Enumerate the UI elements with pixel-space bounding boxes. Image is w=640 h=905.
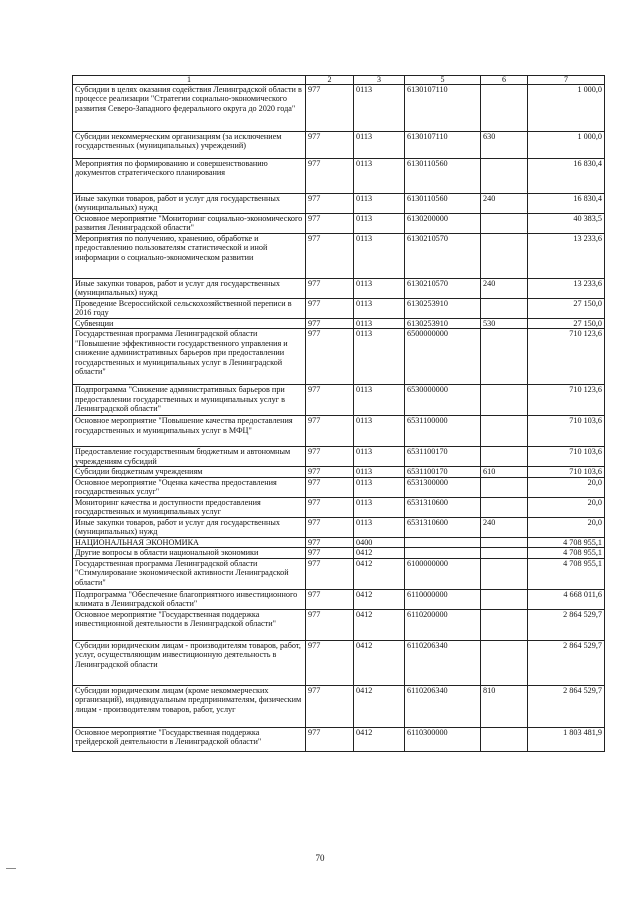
- row-vr: 240: [481, 517, 528, 537]
- row-vr: [481, 416, 528, 447]
- row-csr: 6531300000: [405, 477, 481, 497]
- row-vr: [481, 385, 528, 416]
- table-row: [73, 329, 605, 385]
- row-amount: 4 668 011,6: [528, 589, 605, 609]
- table-row: [73, 589, 605, 609]
- row-name: Основное мероприятие "Мониторинг социально-экономического развития Ленинградской области": [73, 214, 306, 234]
- row-vr: 810: [481, 685, 528, 727]
- row-name: Основное мероприятие "Повышение качества предоставления государственных и муниципальных услуг в МФЦ": [73, 416, 306, 447]
- row-rzpr: 0412: [354, 558, 405, 589]
- row-ved: 977: [306, 589, 354, 609]
- row-ved: 977: [306, 214, 354, 234]
- row-name: Государственная программа Ленинградской области "Повышение эффективности государственного управления и снижение административных барьеров при предоставлении государственных и муниципальных услуг в Ленинградской области": [73, 329, 306, 385]
- row-name: Основное мероприятие "Оценка качества предоставления государственных услуг": [73, 477, 306, 497]
- row-csr: 6110300000: [405, 727, 481, 751]
- row-amount: 1 803 481,9: [528, 727, 605, 751]
- row-rzpr: 0113: [354, 385, 405, 416]
- row-csr: 6130110560: [405, 194, 481, 214]
- row-ved: 977: [306, 727, 354, 751]
- row-rzpr: 0113: [354, 497, 405, 517]
- row-rzpr: 0113: [354, 299, 405, 319]
- table-row: [73, 319, 605, 329]
- row-csr: 6130110560: [405, 159, 481, 194]
- row-vr: [481, 589, 528, 609]
- row-rzpr: 0113: [354, 517, 405, 537]
- row-vr: [481, 727, 528, 751]
- row-ved: 977: [306, 416, 354, 447]
- table-row: [73, 132, 605, 159]
- row-amount: 4 708 955,1: [528, 558, 605, 589]
- row-csr: 6110000000: [405, 589, 481, 609]
- row-amount: 710 103,6: [528, 416, 605, 447]
- row-amount: 13 233,6: [528, 234, 605, 279]
- row-name: Основное мероприятие "Государственная поддержка трейдерской деятельности в Ленинградской области": [73, 727, 306, 751]
- row-csr: 6531310600: [405, 517, 481, 537]
- row-name: Мероприятия по формированию и совершенствованию документов стратегического планирования: [73, 159, 306, 194]
- table-row: [73, 517, 605, 537]
- row-vr: 240: [481, 279, 528, 299]
- row-rzpr: 0412: [354, 589, 405, 609]
- row-csr: [405, 537, 481, 547]
- row-vr: [481, 447, 528, 467]
- row-ved: 977: [306, 159, 354, 194]
- row-ved: 977: [306, 537, 354, 547]
- budget-table-container: [72, 75, 604, 752]
- row-amount: 710 103,6: [528, 447, 605, 467]
- row-name: Предоставление государственным бюджетным и автономным учреждениям субсидий: [73, 447, 306, 467]
- row-rzpr: 0113: [354, 194, 405, 214]
- row-ved: 977: [306, 467, 354, 477]
- row-vr: [481, 640, 528, 685]
- row-amount: 2 864 529,7: [528, 609, 605, 640]
- row-rzpr: 0113: [354, 214, 405, 234]
- row-rzpr: 0113: [354, 132, 405, 159]
- header-col-amount: 7: [528, 76, 605, 85]
- row-amount: 1 000,0: [528, 132, 605, 159]
- row-amount: 13 233,6: [528, 279, 605, 299]
- row-amount: 4 708 955,1: [528, 548, 605, 558]
- table-row: [73, 385, 605, 416]
- table-row: [73, 537, 605, 547]
- row-amount: 40 383,5: [528, 214, 605, 234]
- row-ved: 977: [306, 517, 354, 537]
- row-rzpr: 0113: [354, 467, 405, 477]
- row-vr: [481, 548, 528, 558]
- row-name: Подпрограмма "Обеспечение благоприятного инвестиционного климата в Ленинградской области": [73, 589, 306, 609]
- row-rzpr: 0412: [354, 640, 405, 685]
- row-rzpr: 0113: [354, 234, 405, 279]
- table-row: [73, 558, 605, 589]
- row-csr: 6530000000: [405, 385, 481, 416]
- row-csr: [405, 548, 481, 558]
- table-row: [73, 299, 605, 319]
- row-csr: 6100000000: [405, 558, 481, 589]
- row-name: Проведение Всероссийской сельскохозяйственной переписи в 2016 году: [73, 299, 306, 319]
- header-col-name: 1: [73, 76, 306, 85]
- table-row: [73, 497, 605, 517]
- row-rzpr: 0113: [354, 447, 405, 467]
- row-name: Подпрограмма "Снижение административных барьеров при предоставлении государственных и муниципальных услуг в Ленинградской области": [73, 385, 306, 416]
- row-amount: 27 150,0: [528, 299, 605, 319]
- table-row: [73, 234, 605, 279]
- table-row: [73, 279, 605, 299]
- row-amount: 16 830,4: [528, 194, 605, 214]
- row-vr: [481, 299, 528, 319]
- row-name: Другие вопросы в области национальной экономики: [73, 548, 306, 558]
- row-ved: 977: [306, 132, 354, 159]
- row-name: Мониторинг качества и доступности предоставления государственных и муниципальных услуг: [73, 497, 306, 517]
- row-amount: 16 830,4: [528, 159, 605, 194]
- row-ved: 977: [306, 299, 354, 319]
- page-number: 70: [315, 853, 325, 863]
- margin-mark: [6, 868, 16, 869]
- row-rzpr: 0412: [354, 685, 405, 727]
- row-name: Основное мероприятие "Государственная поддержка инвестиционной деятельности в Ленинградской области": [73, 609, 306, 640]
- row-amount: 20,0: [528, 497, 605, 517]
- row-ved: 977: [306, 447, 354, 467]
- row-vr: [481, 558, 528, 589]
- row-csr: 6130253910: [405, 319, 481, 329]
- row-rzpr: 0400: [354, 537, 405, 547]
- row-csr: 6531100170: [405, 467, 481, 477]
- row-ved: 977: [306, 497, 354, 517]
- row-ved: 977: [306, 279, 354, 299]
- row-vr: [481, 234, 528, 279]
- row-csr: 6110206340: [405, 685, 481, 727]
- table-row: [73, 685, 605, 727]
- row-vr: 530: [481, 319, 528, 329]
- row-csr: 6130107110: [405, 132, 481, 159]
- row-csr: 6500000000: [405, 329, 481, 385]
- row-ved: 977: [306, 548, 354, 558]
- row-rzpr: 0113: [354, 85, 405, 132]
- row-ved: 977: [306, 234, 354, 279]
- row-rzpr: 0412: [354, 548, 405, 558]
- row-rzpr: 0113: [354, 279, 405, 299]
- row-vr: [481, 477, 528, 497]
- row-ved: 977: [306, 609, 354, 640]
- row-rzpr: 0412: [354, 609, 405, 640]
- row-vr: [481, 329, 528, 385]
- row-vr: [481, 497, 528, 517]
- row-csr: 6110206340: [405, 640, 481, 685]
- row-csr: 6130107110: [405, 85, 481, 132]
- row-csr: 6531100170: [405, 447, 481, 467]
- row-vr: [481, 159, 528, 194]
- table-row: [73, 447, 605, 467]
- row-csr: 6531100000: [405, 416, 481, 447]
- table-row: [73, 609, 605, 640]
- header-col-ved: 2: [306, 76, 354, 85]
- table-row: [73, 548, 605, 558]
- table-row: [73, 85, 605, 132]
- row-amount: 2 864 529,7: [528, 640, 605, 685]
- header-col-vr: 6: [481, 76, 528, 85]
- row-ved: 977: [306, 329, 354, 385]
- row-csr: 6110200000: [405, 609, 481, 640]
- row-name: Государственная программа Ленинградской области "Стимулирование экономической активности Ленинградской области": [73, 558, 306, 589]
- row-vr: 630: [481, 132, 528, 159]
- table-row: [73, 194, 605, 214]
- row-ved: 977: [306, 477, 354, 497]
- table-row: [73, 214, 605, 234]
- header-col-csr: 5: [405, 76, 481, 85]
- row-name: Субсидии юридическим лицам - производителям товаров, работ, услуг, осуществляющим инвестиционную деятельность в Ленинградской области: [73, 640, 306, 685]
- row-ved: 977: [306, 640, 354, 685]
- row-ved: 977: [306, 558, 354, 589]
- row-ved: 977: [306, 194, 354, 214]
- row-csr: 6130200000: [405, 214, 481, 234]
- row-name: НАЦИОНАЛЬНАЯ ЭКОНОМИКА: [73, 537, 306, 547]
- row-amount: 27 150,0: [528, 319, 605, 329]
- row-name: Иные закупки товаров, работ и услуг для государственных (муниципальных) нужд: [73, 279, 306, 299]
- table-row: [73, 727, 605, 751]
- table-row: [73, 159, 605, 194]
- row-rzpr: 0113: [354, 329, 405, 385]
- row-csr: 6130210570: [405, 234, 481, 279]
- row-csr: 6130253910: [405, 299, 481, 319]
- table-row: [73, 416, 605, 447]
- row-rzpr: 0113: [354, 319, 405, 329]
- row-rzpr: 0113: [354, 416, 405, 447]
- row-ved: 977: [306, 385, 354, 416]
- row-name: Иные закупки товаров, работ и услуг для государственных (муниципальных) нужд: [73, 517, 306, 537]
- row-vr: 610: [481, 467, 528, 477]
- row-name: Субсидии некоммерческим организациям (за исключением государственных (муниципальных) учреждений): [73, 132, 306, 159]
- table-row: [73, 640, 605, 685]
- row-amount: 4 708 955,1: [528, 537, 605, 547]
- row-csr: 6130210570: [405, 279, 481, 299]
- table-header-row: [73, 76, 605, 85]
- budget-table: [72, 75, 605, 752]
- row-amount: 710 103,6: [528, 467, 605, 477]
- row-amount: 20,0: [528, 477, 605, 497]
- row-amount: 710 123,6: [528, 329, 605, 385]
- header-col-rzpr: 3: [354, 76, 405, 85]
- row-amount: 2 864 529,7: [528, 685, 605, 727]
- row-rzpr: 0113: [354, 477, 405, 497]
- row-ved: 977: [306, 85, 354, 132]
- row-vr: 240: [481, 194, 528, 214]
- row-vr: [481, 537, 528, 547]
- row-rzpr: 0113: [354, 159, 405, 194]
- row-ved: 977: [306, 319, 354, 329]
- row-name: Субвенции: [73, 319, 306, 329]
- row-name: Иные закупки товаров, работ и услуг для государственных (муниципальных) нужд: [73, 194, 306, 214]
- row-csr: 6531310600: [405, 497, 481, 517]
- row-ved: 977: [306, 685, 354, 727]
- row-name: Субсидии юридическим лицам (кроме некоммерческих организаций), индивидуальным предпринимателям, физическим лицам - производителям товаров, работ, услуг: [73, 685, 306, 727]
- row-name: Мероприятия по получению, хранению, обработке и предоставлению пользователям статистической и иной информации о социально-экономическом развитии: [73, 234, 306, 279]
- row-vr: [481, 214, 528, 234]
- row-name: Субсидии в целях оказания содействия Ленинградской области в процессе реализации "Стратегии социально-экономического развития Северо-Западного федерального округа до 2020 года": [73, 85, 306, 132]
- row-rzpr: 0412: [354, 727, 405, 751]
- row-amount: 1 000,0: [528, 85, 605, 132]
- table-row: [73, 477, 605, 497]
- row-vr: [481, 85, 528, 132]
- row-amount: 710 123,6: [528, 385, 605, 416]
- row-name: Субсидии бюджетным учреждениям: [73, 467, 306, 477]
- row-amount: 20,0: [528, 517, 605, 537]
- row-vr: [481, 609, 528, 640]
- table-row: [73, 467, 605, 477]
